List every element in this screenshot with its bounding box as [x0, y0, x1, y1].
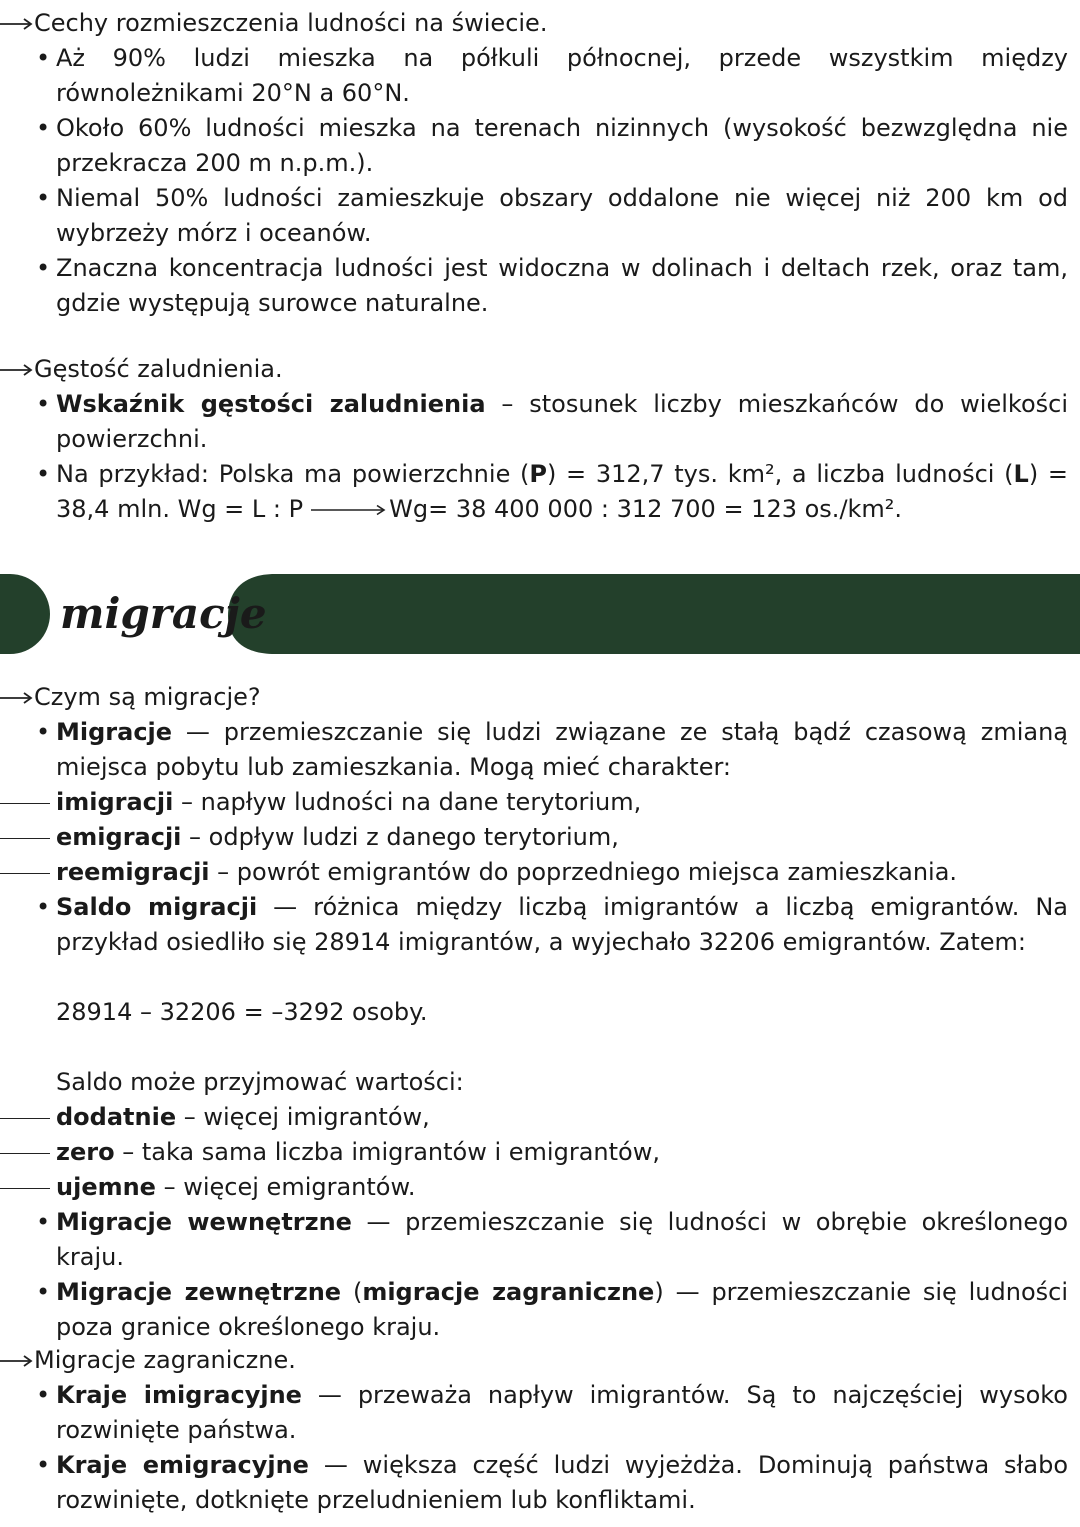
- bullet-item: • Saldo migracji — różnica między liczbą imigrantów a liczbą emigrantów. Na przykład osiedliło się 28914 imigrantów, a wyjechało 32206 emigrantów. Zatem:: [0, 890, 1080, 960]
- bullet-item: • Aż 90% ludzi mieszka na półkuli północnej, przede wszystkim między równoleżnikami 20°N a 60°N.: [0, 41, 1080, 111]
- bullet-item: • Migracje wewnętrzne — przemieszczanie się ludności w obrębie określonego kraju.: [0, 1205, 1080, 1275]
- section-heading: Gęstość zaludnienia.: [0, 352, 1080, 387]
- dash-item: dodatnie – więcej imigrantów,: [0, 1100, 1080, 1135]
- arrow-right-icon: [0, 680, 34, 715]
- section-population-distribution: [0, 6, 1080, 321]
- dash-item: zero – taka sama liczba imigrantów i emigrantów,: [0, 1135, 1080, 1170]
- banner-right-bar: [228, 574, 1080, 654]
- section-what-are-migrations: [0, 680, 1080, 1345]
- arrow-right-icon: [0, 1343, 34, 1378]
- section-banner: [0, 574, 1080, 654]
- section-population-density: [0, 352, 1080, 527]
- long-arrow-icon: [311, 503, 387, 517]
- bullet-item: • Około 60% ludności mieszka na terenach nizinnych (wysokość bezwzględna nie przekracza 200 m n.p.m.).: [0, 111, 1080, 181]
- banner-title: migracje: [60, 589, 267, 638]
- bullet-item: • Znaczna koncentracja ludności jest widoczna w dolinach i deltach rzek, oraz tam, gdzie występują surowce naturalne.: [0, 251, 1080, 321]
- bullet-item: • Wskaźnik gęstości zaludnienia – stosunek liczby mieszkańców do wielkości powierzchni.: [0, 387, 1080, 457]
- bullet-item: • Migracje zewnętrzne (migracje zagraniczne) — przemieszczanie się ludności poza granice określonego kraju.: [0, 1275, 1080, 1345]
- bullet-item: • Na przykład: Polska ma powierzchnie (P) = 312,7 tys. km², a liczba ludności (L) = 38,4 mln. Wg = L : P Wg= 38 400 000 : 312 700 = 123 os./km².: [0, 457, 1080, 527]
- section-foreign-migrations: [0, 1343, 1080, 1518]
- banner-left-cap: [0, 574, 50, 654]
- bullet-item: • Niemal 50% ludności zamieszkuje obszary oddalone nie więcej niż 200 km od wybrzeży mórz i oceanów.: [0, 181, 1080, 251]
- arrow-right-icon: [0, 352, 34, 387]
- bullet-item: • Migracje — przemieszczanie się ludzi związane ze stałą bądź czasową zmianą miejsca pobytu lub zamieszkania. Mogą mieć charakter:: [0, 715, 1080, 785]
- section-heading: Czym są migracje?: [0, 680, 1080, 715]
- equation: 28914 – 32206 = –3292 osoby.: [56, 998, 428, 1026]
- arrow-right-icon: [0, 6, 34, 41]
- dash-item: reemigracji – powrót emigrantów do poprzedniego miejsca zamieszkania.: [0, 855, 1080, 890]
- dash-item: ujemne – więcej emigrantów.: [0, 1170, 1080, 1205]
- section-heading: Cechy rozmieszczenia ludności na świecie.: [0, 6, 1080, 41]
- bullet-item: • Kraje imigracyjne — przeważa napływ imigrantów. Są to najczęściej wysoko rozwinięte państwa.: [0, 1378, 1080, 1448]
- dash-item: imigracji – napływ ludności na dane terytorium,: [0, 785, 1080, 820]
- section-heading: Migracje zagraniczne.: [0, 1343, 1080, 1378]
- dash-item: emigracji – odpływ ludzi z danego terytorium,: [0, 820, 1080, 855]
- values-intro: Saldo może przyjmować wartości:: [56, 1068, 464, 1096]
- bullet-item: • Kraje emigracyjne — większa część ludzi wyjeżdża. Dominują państwa słabo rozwinięte, dotknięte przeludnieniem lub konfliktami.: [0, 1448, 1080, 1518]
